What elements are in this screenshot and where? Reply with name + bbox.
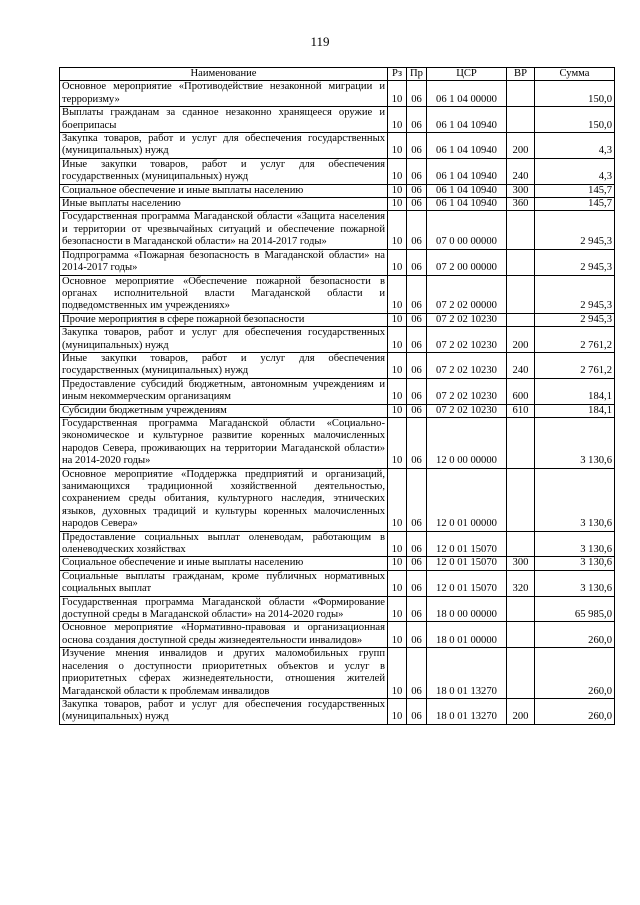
cell-vr [507, 531, 535, 557]
cell-csr: 18 0 01 13270 [427, 648, 507, 699]
header-sum: Сумма [535, 68, 615, 81]
cell-rz: 10 [388, 404, 407, 417]
cell-vr: 200 [507, 327, 535, 353]
header-pr: Пр [407, 68, 427, 81]
cell-name: Подпрограмма «Пожарная безопасность в Магаданской области» на 2014-2017 годы» [60, 249, 388, 275]
table-row [60, 698, 615, 724]
cell-name: Социальное обеспечение и иные выплаты населению [60, 557, 388, 570]
cell-sum: 184,1 [535, 378, 615, 404]
cell-rz: 10 [388, 275, 407, 313]
cell-rz: 10 [388, 648, 407, 699]
cell-csr: 06 1 04 10940 [427, 107, 507, 133]
cell-sum: 3 130,6 [535, 570, 615, 596]
cell-pr: 06 [407, 648, 427, 699]
cell-pr: 06 [407, 313, 427, 326]
cell-csr: 12 0 01 00000 [427, 468, 507, 531]
cell-pr: 06 [407, 468, 427, 531]
cell-rz: 10 [388, 557, 407, 570]
cell-rz: 10 [388, 249, 407, 275]
cell-name: Предоставление социальных выплат оленеводам, работающим в оленеводческих хозяйствах [60, 531, 388, 557]
cell-vr [507, 81, 535, 107]
cell-csr: 18 0 01 00000 [427, 622, 507, 648]
cell-vr: 300 [507, 184, 535, 197]
table-row [60, 211, 615, 249]
cell-vr [507, 313, 535, 326]
cell-pr: 06 [407, 622, 427, 648]
table-row [60, 557, 615, 570]
cell-vr: 200 [507, 698, 535, 724]
table-row [60, 404, 615, 417]
header-csr: ЦСР [427, 68, 507, 81]
cell-vr: 360 [507, 198, 535, 211]
cell-rz: 10 [388, 133, 407, 159]
cell-sum: 2 945,3 [535, 249, 615, 275]
cell-name: Основное мероприятие «Нормативно-правовая и организационная основа создания доступной среды жизнедеятельности инвалидов» [60, 622, 388, 648]
cell-vr [507, 211, 535, 249]
cell-sum: 2 945,3 [535, 275, 615, 313]
cell-name: Социальное обеспечение и иные выплаты населению [60, 184, 388, 197]
cell-csr: 06 1 04 10940 [427, 133, 507, 159]
cell-sum: 150,0 [535, 81, 615, 107]
header-row [60, 68, 615, 81]
cell-rz: 10 [388, 198, 407, 211]
cell-rz: 10 [388, 698, 407, 724]
cell-name: Изучение мнения инвалидов и других маломобильных групп населения о доступности приоритетных объектов и услуг в приоритетных сферах жизнедеятельности, отношения жителей Магаданской области к проблемам инвалидов [60, 648, 388, 699]
cell-name: Иные закупки товаров, работ и услуг для обеспечения государственных (муниципальных) нужд [60, 352, 388, 378]
table-row [60, 107, 615, 133]
cell-pr: 06 [407, 698, 427, 724]
cell-pr: 06 [407, 184, 427, 197]
cell-sum: 145,7 [535, 184, 615, 197]
cell-csr: 06 1 04 10940 [427, 184, 507, 197]
table-row [60, 327, 615, 353]
cell-rz: 10 [388, 313, 407, 326]
cell-pr: 06 [407, 198, 427, 211]
cell-vr [507, 622, 535, 648]
cell-csr: 12 0 00 00000 [427, 417, 507, 468]
cell-vr: 600 [507, 378, 535, 404]
cell-pr: 06 [407, 81, 427, 107]
cell-csr: 12 0 01 15070 [427, 570, 507, 596]
cell-rz: 10 [388, 468, 407, 531]
table-row [60, 378, 615, 404]
cell-name: Иные закупки товаров, работ и услуг для обеспечения государственных (муниципальных) нужд [60, 158, 388, 184]
cell-sum: 145,7 [535, 198, 615, 211]
table-row [60, 596, 615, 622]
cell-name: Иные выплаты населению [60, 198, 388, 211]
cell-pr: 06 [407, 596, 427, 622]
cell-name: Государственная программа Магаданской области «Формирование доступной среды в Магаданской области» на 2014-2020 годы» [60, 596, 388, 622]
cell-csr: 12 0 01 15070 [427, 531, 507, 557]
budget-table [59, 67, 615, 725]
cell-csr: 18 0 00 00000 [427, 596, 507, 622]
cell-name: Закупка товаров, работ и услуг для обеспечения государственных (муниципальных) нужд [60, 327, 388, 353]
table-row [60, 249, 615, 275]
cell-csr: 06 1 04 10940 [427, 198, 507, 211]
cell-name: Государственная программа Магаданской области «Социально-экономическое и культурное развитие коренных малочисленных народов Севера, проживающих на территории Магаданской области» на 2014-2020 годы» [60, 417, 388, 468]
cell-pr: 06 [407, 378, 427, 404]
cell-name: Социальные выплаты гражданам, кроме публичных нормативных социальных выплат [60, 570, 388, 596]
cell-csr: 07 2 00 00000 [427, 249, 507, 275]
cell-name: Прочие мероприятия в сфере пожарной безопасности [60, 313, 388, 326]
cell-vr: 300 [507, 557, 535, 570]
cell-name: Основное мероприятие «Поддержка предприятий и организаций, занимающихся традиционной хозяйственной деятельностью, сохранением среды обитания, культурного наследия, этнических языков, духовных традиций и культуры коренных малочисленных народов Севера» [60, 468, 388, 531]
cell-rz: 10 [388, 378, 407, 404]
cell-pr: 06 [407, 570, 427, 596]
table-row [60, 313, 615, 326]
cell-sum: 260,0 [535, 698, 615, 724]
cell-sum: 260,0 [535, 648, 615, 699]
page-number: 119 [310, 34, 330, 49]
cell-pr: 06 [407, 133, 427, 159]
cell-vr [507, 596, 535, 622]
cell-name: Закупка товаров, работ и услуг для обеспечения государственных (муниципальных) нужд [60, 133, 388, 159]
table-row [60, 133, 615, 159]
cell-vr [507, 468, 535, 531]
cell-csr: 18 0 01 13270 [427, 698, 507, 724]
cell-name: Предоставление субсидий бюджетным, автономным учреждениям и иным некоммерческим организациям [60, 378, 388, 404]
cell-pr: 06 [407, 211, 427, 249]
table-row [60, 81, 615, 107]
cell-sum: 260,0 [535, 622, 615, 648]
cell-vr [507, 249, 535, 275]
cell-sum: 2 761,2 [535, 327, 615, 353]
cell-pr: 06 [407, 352, 427, 378]
cell-rz: 10 [388, 531, 407, 557]
cell-csr: 07 2 02 10230 [427, 327, 507, 353]
cell-pr: 06 [407, 107, 427, 133]
cell-vr: 610 [507, 404, 535, 417]
header-vr: ВР [507, 68, 535, 81]
cell-csr: 12 0 01 15070 [427, 557, 507, 570]
cell-rz: 10 [388, 352, 407, 378]
cell-name: Субсидии бюджетным учреждениям [60, 404, 388, 417]
cell-sum: 4,3 [535, 133, 615, 159]
cell-csr: 06 1 04 10940 [427, 158, 507, 184]
cell-rz: 10 [388, 327, 407, 353]
cell-sum: 184,1 [535, 404, 615, 417]
cell-sum: 3 130,6 [535, 468, 615, 531]
cell-pr: 06 [407, 158, 427, 184]
table-row [60, 531, 615, 557]
cell-vr: 320 [507, 570, 535, 596]
table-row [60, 352, 615, 378]
cell-rz: 10 [388, 417, 407, 468]
cell-name: Закупка товаров, работ и услуг для обеспечения государственных (муниципальных) нужд [60, 698, 388, 724]
cell-vr: 240 [507, 158, 535, 184]
cell-pr: 06 [407, 249, 427, 275]
cell-pr: 06 [407, 275, 427, 313]
cell-sum: 2 945,3 [535, 313, 615, 326]
table-row [60, 184, 615, 197]
cell-name: Основное мероприятие «Обеспечение пожарной безопасности в органах исполнительной власти Магаданской области и подведомственных им учреждениях» [60, 275, 388, 313]
table-row [60, 275, 615, 313]
table-row [60, 417, 615, 468]
cell-sum: 3 130,6 [535, 557, 615, 570]
header-rz: Рз [388, 68, 407, 81]
table-row [60, 570, 615, 596]
table-row [60, 622, 615, 648]
cell-csr: 07 0 00 00000 [427, 211, 507, 249]
header-name: Наименование [60, 68, 388, 81]
cell-rz: 10 [388, 81, 407, 107]
cell-name: Основное мероприятие «Противодействие незаконной миграции и терроризму» [60, 81, 388, 107]
cell-csr: 07 2 02 10230 [427, 404, 507, 417]
cell-sum: 3 130,6 [535, 531, 615, 557]
cell-sum: 3 130,6 [535, 417, 615, 468]
cell-sum: 4,3 [535, 158, 615, 184]
cell-rz: 10 [388, 158, 407, 184]
cell-rz: 10 [388, 211, 407, 249]
table-row [60, 648, 615, 699]
cell-vr: 240 [507, 352, 535, 378]
cell-sum: 150,0 [535, 107, 615, 133]
cell-rz: 10 [388, 596, 407, 622]
cell-vr [507, 417, 535, 468]
cell-pr: 06 [407, 404, 427, 417]
cell-pr: 06 [407, 417, 427, 468]
cell-rz: 10 [388, 184, 407, 197]
cell-csr: 07 2 02 00000 [427, 275, 507, 313]
table-row [60, 468, 615, 531]
cell-csr: 07 2 02 10230 [427, 378, 507, 404]
cell-csr: 07 2 02 10230 [427, 313, 507, 326]
cell-csr: 07 2 02 10230 [427, 352, 507, 378]
cell-vr [507, 107, 535, 133]
cell-rz: 10 [388, 107, 407, 133]
table-row [60, 198, 615, 211]
cell-pr: 06 [407, 531, 427, 557]
table-row [60, 158, 615, 184]
cell-rz: 10 [388, 570, 407, 596]
cell-pr: 06 [407, 327, 427, 353]
cell-csr: 06 1 04 00000 [427, 81, 507, 107]
cell-vr [507, 648, 535, 699]
cell-vr: 200 [507, 133, 535, 159]
cell-name: Выплаты гражданам за сданное незаконно хранящееся оружие и боеприпасы [60, 107, 388, 133]
cell-sum: 2 761,2 [535, 352, 615, 378]
cell-name: Государственная программа Магаданской области «Защита населения и территории от чрезвычайных ситуаций и обеспечение пожарной безопасности в Магаданской области» на 2014-2017 годы» [60, 211, 388, 249]
cell-rz: 10 [388, 622, 407, 648]
cell-sum: 2 945,3 [535, 211, 615, 249]
cell-vr [507, 275, 535, 313]
cell-pr: 06 [407, 557, 427, 570]
cell-sum: 65 985,0 [535, 596, 615, 622]
table-body [60, 81, 615, 724]
